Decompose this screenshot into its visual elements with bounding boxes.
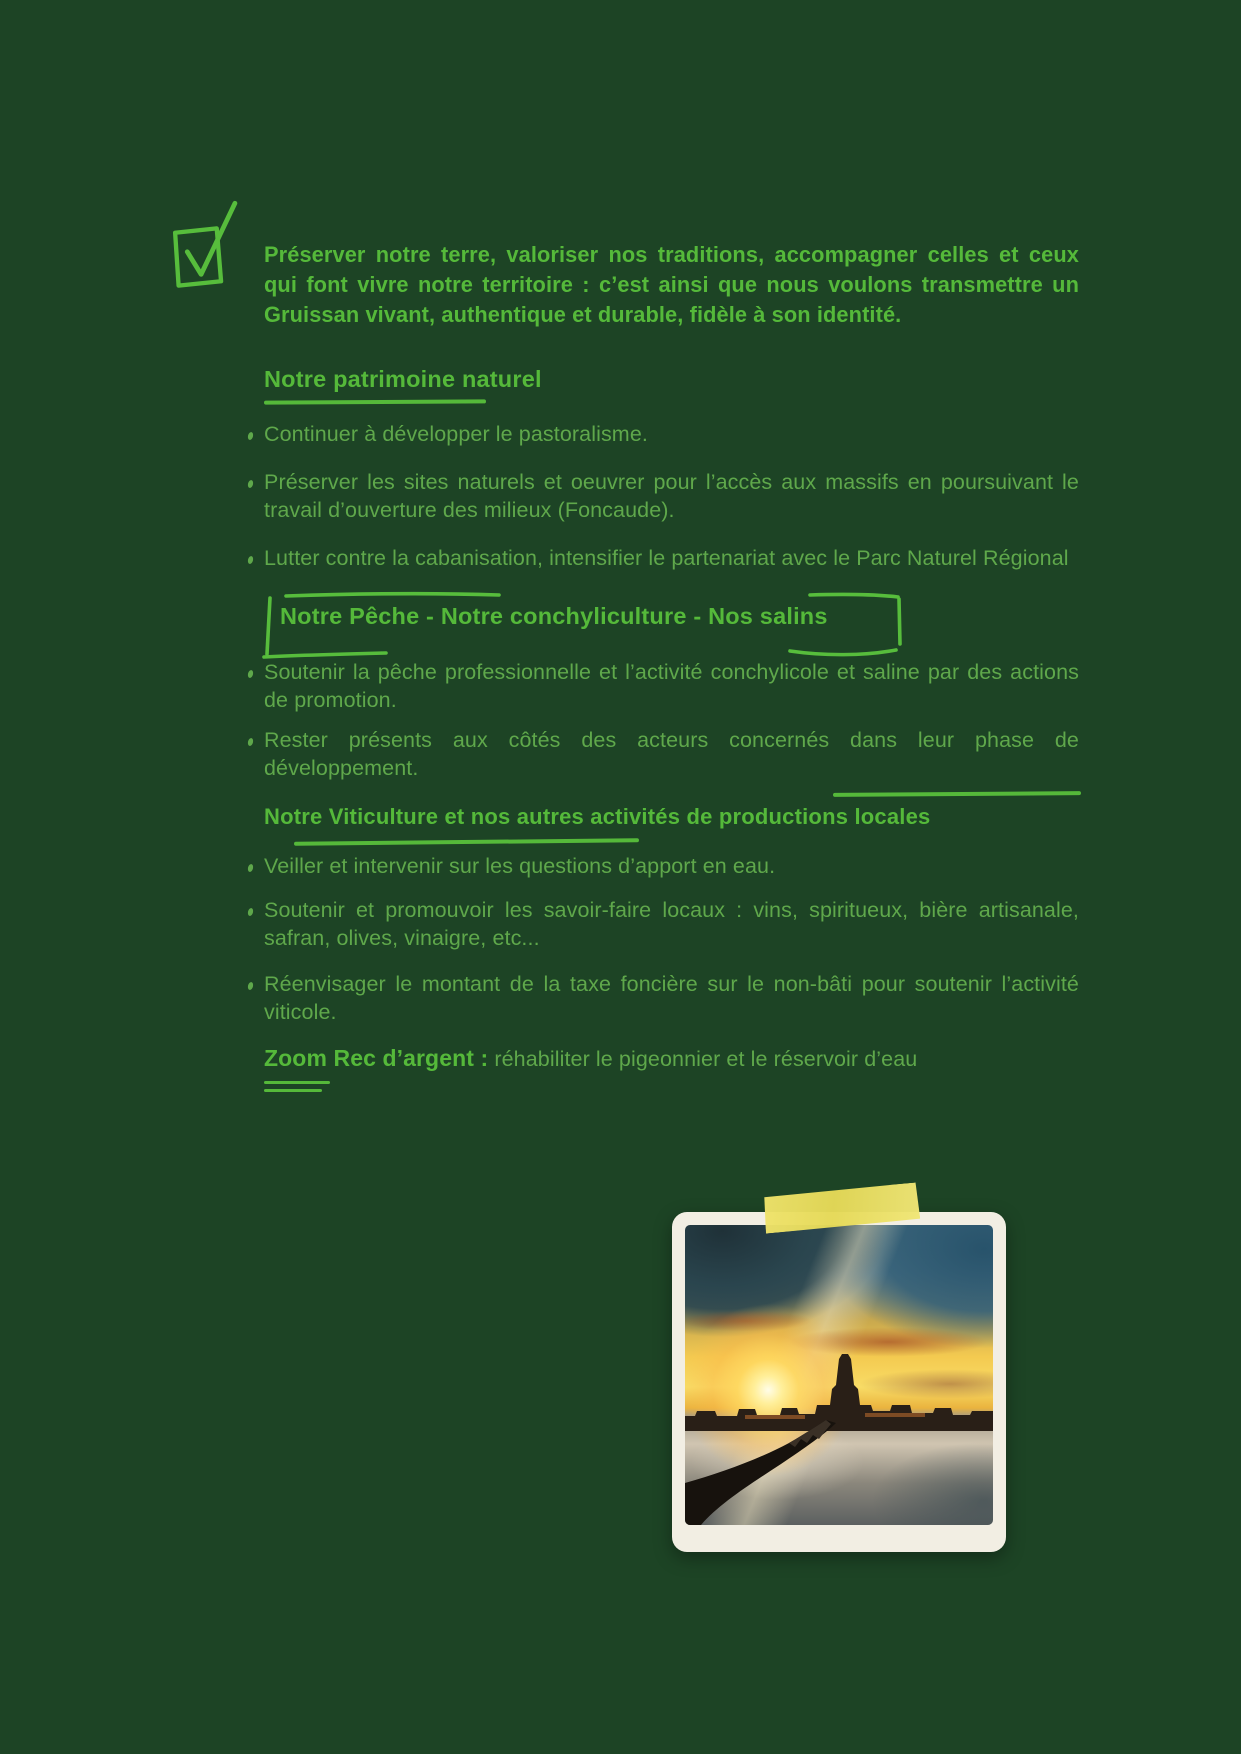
- double-underline: [264, 1081, 1079, 1092]
- section-peche-header: [264, 588, 909, 648]
- bullet-item: [264, 726, 1079, 782]
- bullet-text: Continuer à développer le pastoralisme.: [264, 421, 648, 446]
- bullet-item: [264, 420, 1079, 448]
- town-and-jetty-silhouette: [685, 1225, 993, 1525]
- bullet-text: Veiller et intervenir sur les questions d’apport en eau.: [264, 853, 776, 878]
- bullet-text: Préserver les sites naturels et oeuvrer pour l’accès aux massifs en poursuivant le travail d’ouverture des milieux (Foncaude).: [264, 469, 1079, 522]
- title-underline: [264, 399, 486, 404]
- highlight-text: réhabiliter le pigeonnier et le réservoir d’eau: [494, 1046, 918, 1071]
- polaroid-photo-frame: [672, 1212, 1006, 1552]
- sunset-over-gruissan-photo: [685, 1225, 993, 1525]
- bullet-item: [264, 970, 1079, 1026]
- highlight-label: Zoom Rec d’argent :: [264, 1044, 489, 1071]
- bullet-dot: [247, 907, 254, 916]
- bullet-dot: [247, 669, 254, 678]
- bullet-text: Lutter contre la cabanisation, intensifier le partenariat avec le Parc Naturel Régional: [264, 545, 1069, 570]
- highlight-line: [264, 1044, 1079, 1073]
- bullet-dot: [247, 479, 254, 488]
- intro-paragraph: Préserver notre terre, valoriser nos traditions, accompagner celles et ceux qui font vivre notre territoire : c’est ainsi que nous voulons transmettre un Gruissan vivant, authentique et durable, fidèle à son identité.: [264, 242, 1079, 327]
- heading-overline: [833, 791, 1081, 796]
- bullet-text: Réenvisager le montant de la taxe foncière sur le non-bâti pour soutenir l’activité viticole.: [264, 971, 1079, 1024]
- bullet-item: [264, 896, 1079, 952]
- section-viticulture-header: [264, 804, 1079, 830]
- bullet-item: [264, 852, 1079, 880]
- bullet-dot: [247, 981, 254, 990]
- content-column: [264, 0, 1079, 1092]
- section-title-viticulture: Notre Viticulture et nos autres activités de productions locales: [264, 803, 931, 829]
- bullet-text: Rester présents aux côtés des acteurs concernés dans leur phase de développement.: [264, 727, 1079, 780]
- bullet-text: Soutenir la pêche professionnelle et l’activité conchylicole et saline par des actions de promotion.: [264, 659, 1079, 712]
- bullet-item: [264, 658, 1079, 714]
- bullet-dot: [247, 737, 254, 746]
- bullet-item: [264, 544, 1079, 572]
- bullet-dot: [247, 555, 254, 564]
- section-patrimoine-header: [264, 366, 1079, 404]
- checkbox-checked-icon: [163, 194, 241, 294]
- bullet-text: Soutenir et promouvoir les savoir-faire locaux : vins, spiritueux, bière artisanale, safran, olives, vinaigre, etc...: [264, 897, 1079, 950]
- bullet-dot: [247, 863, 254, 872]
- section-title-peche: Notre Pêche - Notre conchyliculture - Nos salins: [280, 602, 828, 629]
- section-title-patrimoine: Notre patrimoine naturel: [264, 366, 542, 392]
- heading-underline: [294, 838, 639, 845]
- bullet-dot: [247, 431, 254, 440]
- bullet-item: [264, 468, 1079, 524]
